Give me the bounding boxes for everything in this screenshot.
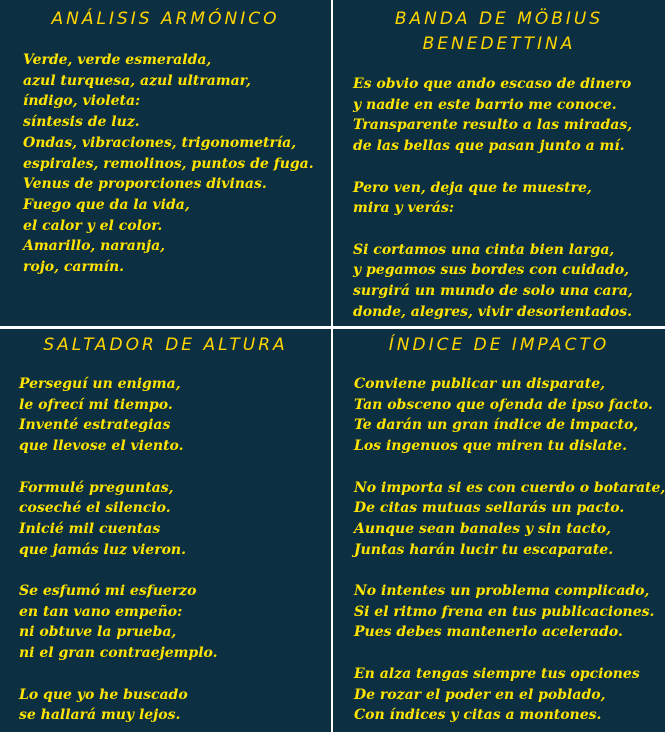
poem-title: SALTADOR DE ALTURA: [43, 335, 288, 355]
poem-title: [333, 7, 665, 57]
poem-panel-analisis-armonico: [0, 0, 331, 326]
poem-verse: Perseguí un enigma, le ofrecí mi tiempo. Inventé estrategias que llevose el viento. Formulé preguntas, coseché el silencio. Inicié mil cuentas que jamás luz vieron. Se esfumó mi esfuerzo en tan vano empeño: ni obtuve la prueba, ni el gran contraejemplo. Lo que yo he buscado se hallará muy lejos.: [19, 376, 218, 724]
poem-verse: Es obvio que ando escaso de dinero y nadie en este barrio me conoce. Transparente resulto a las miradas, de las bellas que pasan junto a mí. Pero ven, deja que te muestre, mira y verás: Si cortamos una cinta bien larga, y pegamos sus bordes con cuidado, surgirá un mundo de solo una cara, donde, alegres, vivir desorientados.: [353, 76, 633, 320]
poem-subtitle: BENEDETTINA: [422, 34, 576, 54]
poem-panel-saltador-de-altura: [0, 329, 331, 732]
poem-verse: Verde, verde esmeralda, azul turquesa, azul ultramar, índigo, violeta: síntesis de luz. Ondas, vibraciones, trigonometría, espirales, remolinos, puntos de fuga. Venus de proporciones divinas. Fuego que da la vida, el calor y el color. Amarillo, naranja, rojo, carmín.: [23, 52, 314, 276]
poem-verse: Conviene publicar un disparate, Tan obsceno que ofenda de ipso facto. Te darán un gran índice de impacto, Los ingenuos que miren tu dislate. No importa si es con cuerdo o botarate, De citas mutuas sellarás un pacto. Aunque sean banales y sin tacto, Juntas harán lucir tu escaparate. No intentes un problema complicado, Si el ritmo frena en tus publicaciones. Pues debes mantenerlo acelerado. En alza tengas siempre tus opciones De rozar el poder en el poblado, Con índices y citas a montones.: [354, 376, 665, 724]
poem-title: ÍNDICE DE IMPACTO: [388, 335, 610, 355]
poem-title-main: BANDA DE MÖBIUS: [394, 9, 604, 29]
poem-panel-banda-de-mobius: [333, 0, 665, 326]
poem-title: ANÁLISIS ARMÓNICO: [51, 9, 280, 29]
poem-panel-indice-de-impacto: [333, 329, 665, 732]
